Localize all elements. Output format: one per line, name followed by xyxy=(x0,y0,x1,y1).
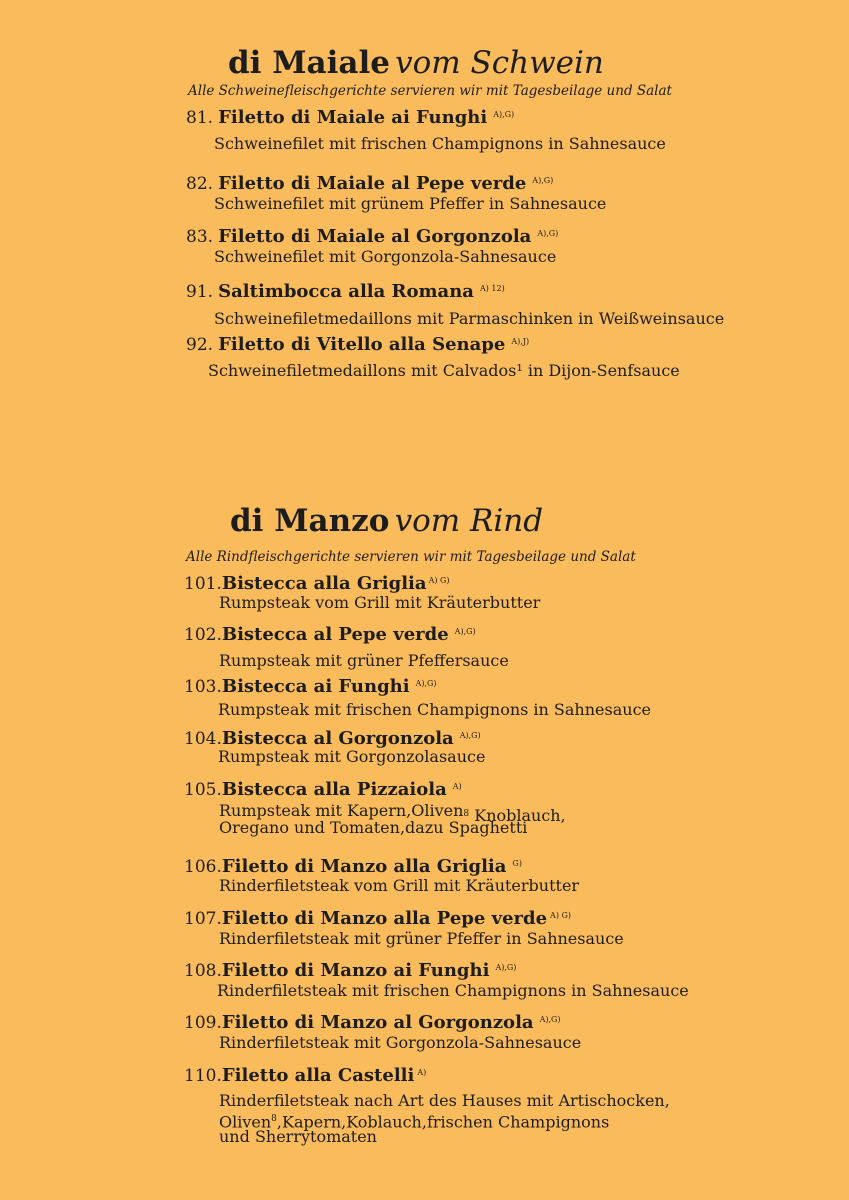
item-name: Filetto di Maiale ai Funghi xyxy=(218,107,488,128)
menu-item-81 xyxy=(186,107,514,128)
item-number: 82. xyxy=(186,174,214,194)
allergen-codes: A) G) xyxy=(550,911,571,920)
item-name: Filetto di Manzo alla Pepe verde xyxy=(221,908,548,929)
item-description: Rinderfiletsteak vom Grill mit Kräuterbutter xyxy=(219,876,580,895)
menu-item-92 xyxy=(186,334,529,355)
item-number: 102. xyxy=(184,625,222,645)
item-name: Bistecca al Gorgonzola xyxy=(221,728,454,749)
item-name: Bistecca al Pepe verde xyxy=(221,624,449,645)
item-name: Filetto di Manzo alla Griglia xyxy=(221,856,507,877)
section-header-manzo xyxy=(230,503,543,539)
item-description: Rinderfiletsteak mit Gorgonzola-Sahnesauce xyxy=(219,1033,582,1052)
item-description: Schweinefilet mit Gorgonzola-Sahnesauce xyxy=(214,247,557,266)
item-number: 106. xyxy=(184,857,222,877)
menu-item-82 xyxy=(186,173,553,194)
item-name: Filetto di Maiale al Gorgonzola xyxy=(218,226,532,247)
allergen-codes: A),G) xyxy=(532,176,554,185)
item-description: Oregano und Tomaten,dazu Spaghetti xyxy=(219,818,528,837)
item-description: Rinderfiletsteak mit grüner Pfeffer in Sahnesauce xyxy=(219,929,624,948)
description-text: Rumpsteak mit Kapern,Oliven xyxy=(219,801,464,820)
item-description: und Sherrytomaten xyxy=(219,1127,377,1146)
item-number: 110. xyxy=(184,1066,222,1086)
section-subtitle: Alle Schweinefleischgerichte servieren wir mit Tagesbeilage und Salat xyxy=(188,83,672,99)
menu-item-106 xyxy=(184,856,522,877)
allergen-codes: A) 12) xyxy=(479,284,505,293)
allergen-codes: A),G) xyxy=(454,627,476,636)
allergen-codes: A),G) xyxy=(539,1015,561,1024)
section-title-bold: di Manzo xyxy=(230,503,390,539)
item-name: Filetto di Maiale al Pepe verde xyxy=(218,173,527,194)
allergen-codes: A) G) xyxy=(428,576,450,585)
allergen-codes: A),J) xyxy=(511,337,530,346)
item-description: Rinderfiletsteak nach Art des Hauses mit Artischocken, xyxy=(219,1091,670,1110)
item-number: 91. xyxy=(186,282,214,302)
allergen-codes: A),G) xyxy=(493,110,515,119)
item-number: 105. xyxy=(184,780,222,800)
item-number: 101. xyxy=(184,574,222,594)
section-header-maiale xyxy=(228,45,604,81)
allergen-codes: A),G) xyxy=(537,229,559,238)
section-subtitle: Alle Rindfleischgerichte servieren wir mit Tagesbeilage und Salat xyxy=(186,549,636,565)
item-description: Rumpsteak mit Gorgonzolasauce xyxy=(218,747,486,766)
section-title-italic: vom Schwein xyxy=(395,45,604,81)
allergen-codes: A),G) xyxy=(495,963,517,972)
item-description: Rumpsteak mit grüner Pfeffersauce xyxy=(219,651,509,670)
menu-item-109 xyxy=(184,1012,561,1033)
allergen-codes: A) xyxy=(452,782,462,791)
description-text: Oliven xyxy=(219,1112,272,1132)
item-name: Filetto di Vitello alla Senape xyxy=(218,334,506,355)
allergen-codes: G) xyxy=(512,859,522,868)
item-description: Rumpsteak mit frischen Champignons in Sahnesauce xyxy=(218,700,651,719)
item-name: Saltimbocca alla Romana xyxy=(218,281,474,302)
menu-item-103 xyxy=(184,676,437,697)
allergen-codes: A) xyxy=(417,1068,427,1077)
menu-item-91 xyxy=(186,281,505,302)
item-number: 107. xyxy=(184,909,222,929)
item-number: 103. xyxy=(184,677,222,697)
item-description: Rinderfiletsteak mit frischen Champignons in Sahnesauce xyxy=(217,981,689,1000)
item-name: Filetto alla Castelli xyxy=(221,1065,415,1086)
item-number: 81. xyxy=(186,108,214,128)
section-title-italic: vom Rind xyxy=(394,503,544,539)
item-number: 83. xyxy=(186,227,214,247)
item-name: Filetto di Manzo al Gorgonzola xyxy=(221,1012,534,1033)
item-name: Bistecca ai Funghi xyxy=(221,676,410,697)
item-number: 92. xyxy=(186,335,214,355)
item-number: 109. xyxy=(184,1013,222,1033)
menu-item-110 xyxy=(184,1065,426,1086)
item-number: 104. xyxy=(184,729,222,749)
allergen-codes: A),G) xyxy=(459,731,481,740)
menu-item-102 xyxy=(184,624,476,645)
description-text: Knoblauch, xyxy=(474,806,566,825)
menu-item-101 xyxy=(184,573,450,594)
item-number: 108. xyxy=(184,961,222,981)
description-footnote: 8 xyxy=(271,1114,277,1124)
item-description: Schweinefiletmedaillons mit Calvados¹ in Dijon-Senfsauce xyxy=(208,361,680,380)
menu-item-83 xyxy=(186,226,558,247)
item-name: Bistecca alla Pizzaiola xyxy=(221,779,447,800)
item-description: Schweinefilet mit frischen Champignons in Sahnesauce xyxy=(214,134,666,153)
menu-item-105 xyxy=(184,779,462,800)
section-title-bold: di Maiale xyxy=(228,45,391,81)
menu-item-107 xyxy=(184,908,571,929)
item-description: Schweinefilet mit grünem Pfeffer in Sahnesauce xyxy=(214,194,607,213)
description-text: ,Kapern,Koblauch,frischen Champignons xyxy=(276,1112,610,1132)
item-name: Bistecca alla Griglia xyxy=(221,573,427,594)
item-description: Rumpsteak vom Grill mit Kräuterbutter xyxy=(219,593,541,612)
menu-item-108 xyxy=(184,960,516,981)
item-description: Schweinefiletmedaillons mit Parmaschinken in Weißweinsauce xyxy=(214,309,725,328)
description-footnote: 8 xyxy=(463,809,470,819)
menu-item-104 xyxy=(184,728,481,749)
item-name: Filetto di Manzo ai Funghi xyxy=(221,960,490,981)
allergen-codes: A),G) xyxy=(415,679,437,688)
